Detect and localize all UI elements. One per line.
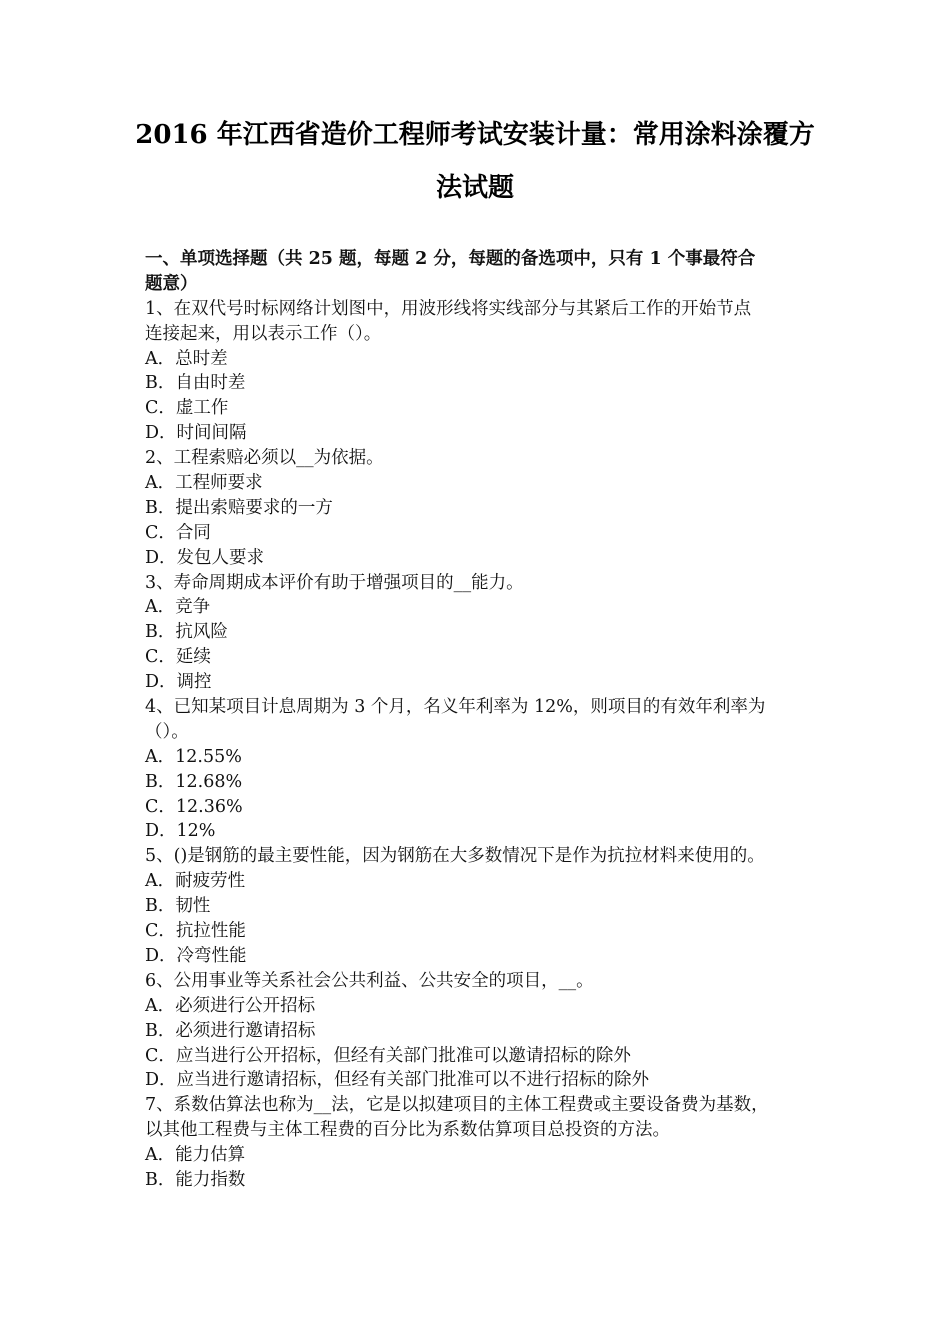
answer-option-b: B．抗风险 — [145, 622, 228, 643]
section-heading-line-1: 一、单项选择题（共 25 题，每题 2 分，每题的备选项中，只有 1 个事最符合 — [145, 249, 756, 269]
question-stem: 6、公用事业等关系社会公共利益、公共安全的项目，__。 — [145, 970, 594, 991]
question-stem: 以其他工程费与主体工程费的百分比为系数估算项目总投资的方法。 — [145, 1120, 670, 1141]
section-heading-line-2: 题意） — [145, 273, 198, 294]
answer-option-d: D．应当进行邀请招标，但经有关部门批准可以不进行招标的除外 — [145, 1070, 650, 1091]
question-stem: （）。 — [145, 721, 189, 742]
question-stem: 3、寿命周期成本评价有助于增强项目的__能力。 — [145, 572, 524, 593]
answer-option-a: A．工程师要求 — [145, 473, 263, 494]
answer-option-a: A．能力估算 — [145, 1145, 246, 1166]
question-4 — [145, 695, 815, 844]
question-stem: 5、()是钢筋的最主要性能，因为钢筋在大多数情况下是作为抗拉材料来使用的。 — [145, 846, 765, 867]
answer-option-c: C．抗拉性能 — [145, 921, 246, 942]
question-stem: 连接起来，用以表示工作（）。 — [145, 323, 382, 344]
answer-option-a: A．耐疲劳性 — [145, 871, 246, 892]
answer-option-a: A．12.55% — [145, 746, 242, 767]
question-2 — [145, 446, 815, 570]
answer-option-b: B．必须进行邀请招标 — [145, 1020, 316, 1041]
question-stem: 7、系数估算法也称为__法，它是以拟建项目的主体工程费或主要设备费为基数， — [145, 1095, 769, 1116]
answer-option-b: B．韧性 — [145, 896, 211, 917]
answer-option-d: D．时间间隔 — [145, 423, 247, 444]
answer-option-c: C．12.36% — [145, 796, 243, 817]
answer-option-a: A．必须进行公开招标 — [145, 995, 316, 1016]
answer-option-d: D．发包人要求 — [145, 547, 265, 568]
answer-option-b: B．能力指数 — [145, 1169, 246, 1190]
question-5 — [145, 844, 815, 968]
answer-option-c: C．合同 — [145, 522, 211, 543]
answer-option-b: B．自由时差 — [145, 373, 246, 394]
answer-option-c: C．延续 — [145, 647, 211, 668]
question-1 — [145, 297, 815, 446]
answer-option-b: B．12.68% — [145, 771, 243, 792]
question-stem: 1、在双代号时标网络计划图中，用波形线将实线部分与其紧后工作的开始节点 — [145, 298, 752, 319]
question-3 — [145, 571, 815, 695]
answer-option-a: A．总时差 — [145, 348, 228, 369]
document-title-line-2: 法试题 — [435, 173, 514, 203]
document-body — [145, 247, 815, 1193]
answer-option-d: D．冷弯性能 — [145, 945, 247, 966]
answer-option-d: D．调控 — [145, 672, 212, 693]
answer-option-d: D．12% — [145, 821, 216, 842]
question-7 — [145, 1093, 815, 1193]
answer-option-b: B．提出索赔要求的一方 — [145, 497, 333, 518]
answer-option-c: C．应当进行公开招标，但经有关部门批准可以邀请招标的除外 — [145, 1045, 631, 1066]
document-title-line-1: 2016 年江西省造价工程师考试安装计量：常用涂料涂覆方 — [135, 120, 815, 150]
question-stem: 4、已知某项目计息周期为 3 个月，名义年利率为 12%，则项目的有效年利率为 — [145, 697, 766, 718]
answer-option-a: A．竞争 — [145, 597, 211, 618]
question-6 — [145, 969, 815, 1093]
question-stem: 2、工程索赔必须以__为依据。 — [145, 448, 384, 469]
answer-option-c: C．虚工作 — [145, 398, 229, 419]
